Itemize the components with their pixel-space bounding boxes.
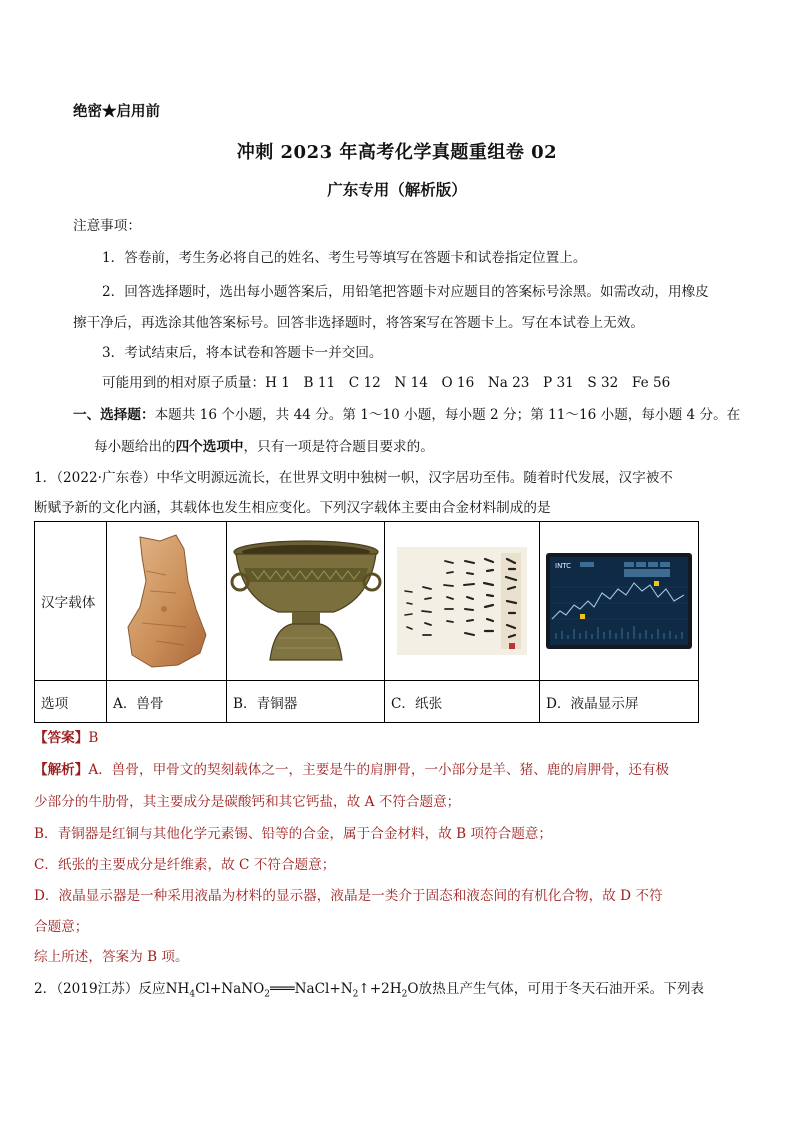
q1-analysis-c: C．纸张的主要成分是纤维素，故 C 不符合题意； [34,857,336,873]
option-c-label: C．纸张 [385,681,540,723]
q1-answer [34,728,98,748]
q2-sub-3: 2 [352,989,359,1000]
q2-text-3: NaCl+N [294,981,353,997]
exam-title: 冲刺 2023 年高考化学真题重组卷 02 [236,142,558,163]
q1-options-table [34,521,699,723]
section-1-heading: 一、选择题： [73,407,155,423]
q2-text-4: ↑+2H [358,981,402,997]
section-1-line-1 [73,405,740,425]
notes-item-3: 3．考试结束后，将本试卷和答题卡一并交回。 [102,345,383,361]
section-1-line-2b: 四个选项中 [175,439,244,455]
q1-analysis-line-1 [34,760,669,780]
q2-equals: ═══ [270,981,295,997]
analysis-a-1: A．兽骨，甲骨文的契刻载体之一，主要是牛的肩胛骨，一小部分是羊、猪、鹿的肩胛骨，还有极 [88,762,670,778]
section-1-line-2 [94,437,434,457]
option-b-image-cell [227,522,385,681]
option-d-image-cell [540,522,699,681]
q1-analysis-line-2: 少部分的牛肋骨，其主要成分是碳酸钙和其它钙盐，故 A 不符合题意； [34,794,461,810]
q2-stem-line-1 [34,979,704,1005]
notes-item-2-line-1: 2．回答选择题时，选出每小题答案后，用铅笔把答题卡对应题目的答案标号涂黑。如需改动，用橡皮 [102,284,709,300]
q2-sub-2: 2 [264,989,271,1000]
q2-text-1: 2．（2019江苏）反应NH [34,981,190,997]
notes-item-2-line-2: 擦干净后，再选涂其他答案标号。回答非选择题时，将答案写在答题卡上。写在本试卷上无效。 [73,315,644,331]
q2-text-5: O放热且产生气体，可用于冬天石油开采。下列表 [407,981,705,997]
bronze-vessel-image [230,538,382,664]
answer-tag: 【答案】 [34,730,89,746]
table-row-label-carrier: 汉字载体 [35,522,107,681]
animal-bone-image [126,531,208,671]
q1-summary: 综上所述，答案为 B 项。 [34,949,189,965]
lcd-screen-image [546,553,692,649]
q1-analysis-b: B．青铜器是红铜与其他化学元素锡、铅等的合金，属于合金材料，故 B 项符合题意； [34,826,552,842]
paper-calligraphy-image [397,547,527,655]
section-1-line-2a: 每小题给出的 [94,439,176,455]
option-a-image-cell [107,522,227,681]
q2-sub-1: 4 [189,989,196,1000]
option-d-label: D．液晶显示屏 [540,681,699,723]
analysis-tag: 【解析】 [34,762,89,778]
notes-heading: 注意事项： [73,218,141,234]
q2-sub-4: 2 [401,989,408,1000]
q1-analysis-d-2: 合题意； [34,919,89,935]
exam-subtitle: 广东专用（解析版） [327,180,467,199]
section-1-desc: 本题共 16 个小题，共 44 分。第 1～10 小题，每小题 2 分；第 11～16 小题，每小题 4 分。在 [154,407,741,423]
option-b-label: B．青铜器 [227,681,385,723]
stock-ticker: INTC [555,562,572,570]
q2-text-2: Cl+NaNO [195,981,265,997]
option-a-label: A．兽骨 [107,681,227,723]
atomic-mass-line: 可能用到的相对原子质量：H 1 B 11 C 12 N 14 O 16 Na 23 P 31 S 32 Fe 56 [102,375,671,391]
notes-item-1: 1．答卷前，考生务必将自己的姓名、考生号等填写在答题卡和试卷指定位置上。 [102,250,587,266]
q1-stem-line-1: 1．（2022·广东卷）中华文明源远流长，在世界文明中独树一帜，汉字居功至伟。随着时代发展，汉字被不 [34,470,673,486]
secret-label: 绝密★启用前 [73,103,160,120]
option-c-image-cell [385,522,540,681]
section-1-line-2c: ，只有一项是符合题目要求的。 [243,439,434,455]
answer-value: B [88,730,99,746]
q1-stem-line-2: 断赋予新的文化内涵，其载体也发生相应变化。下列汉字载体主要由合金材料制成的是 [34,500,551,516]
q1-analysis-d-1: D．液晶显示器是一种采用液晶为材料的显示器，液晶是一类介于固态和液态间的有机化合物，故 D 不符 [34,888,663,904]
table-row-label-option: 选项 [35,681,107,723]
